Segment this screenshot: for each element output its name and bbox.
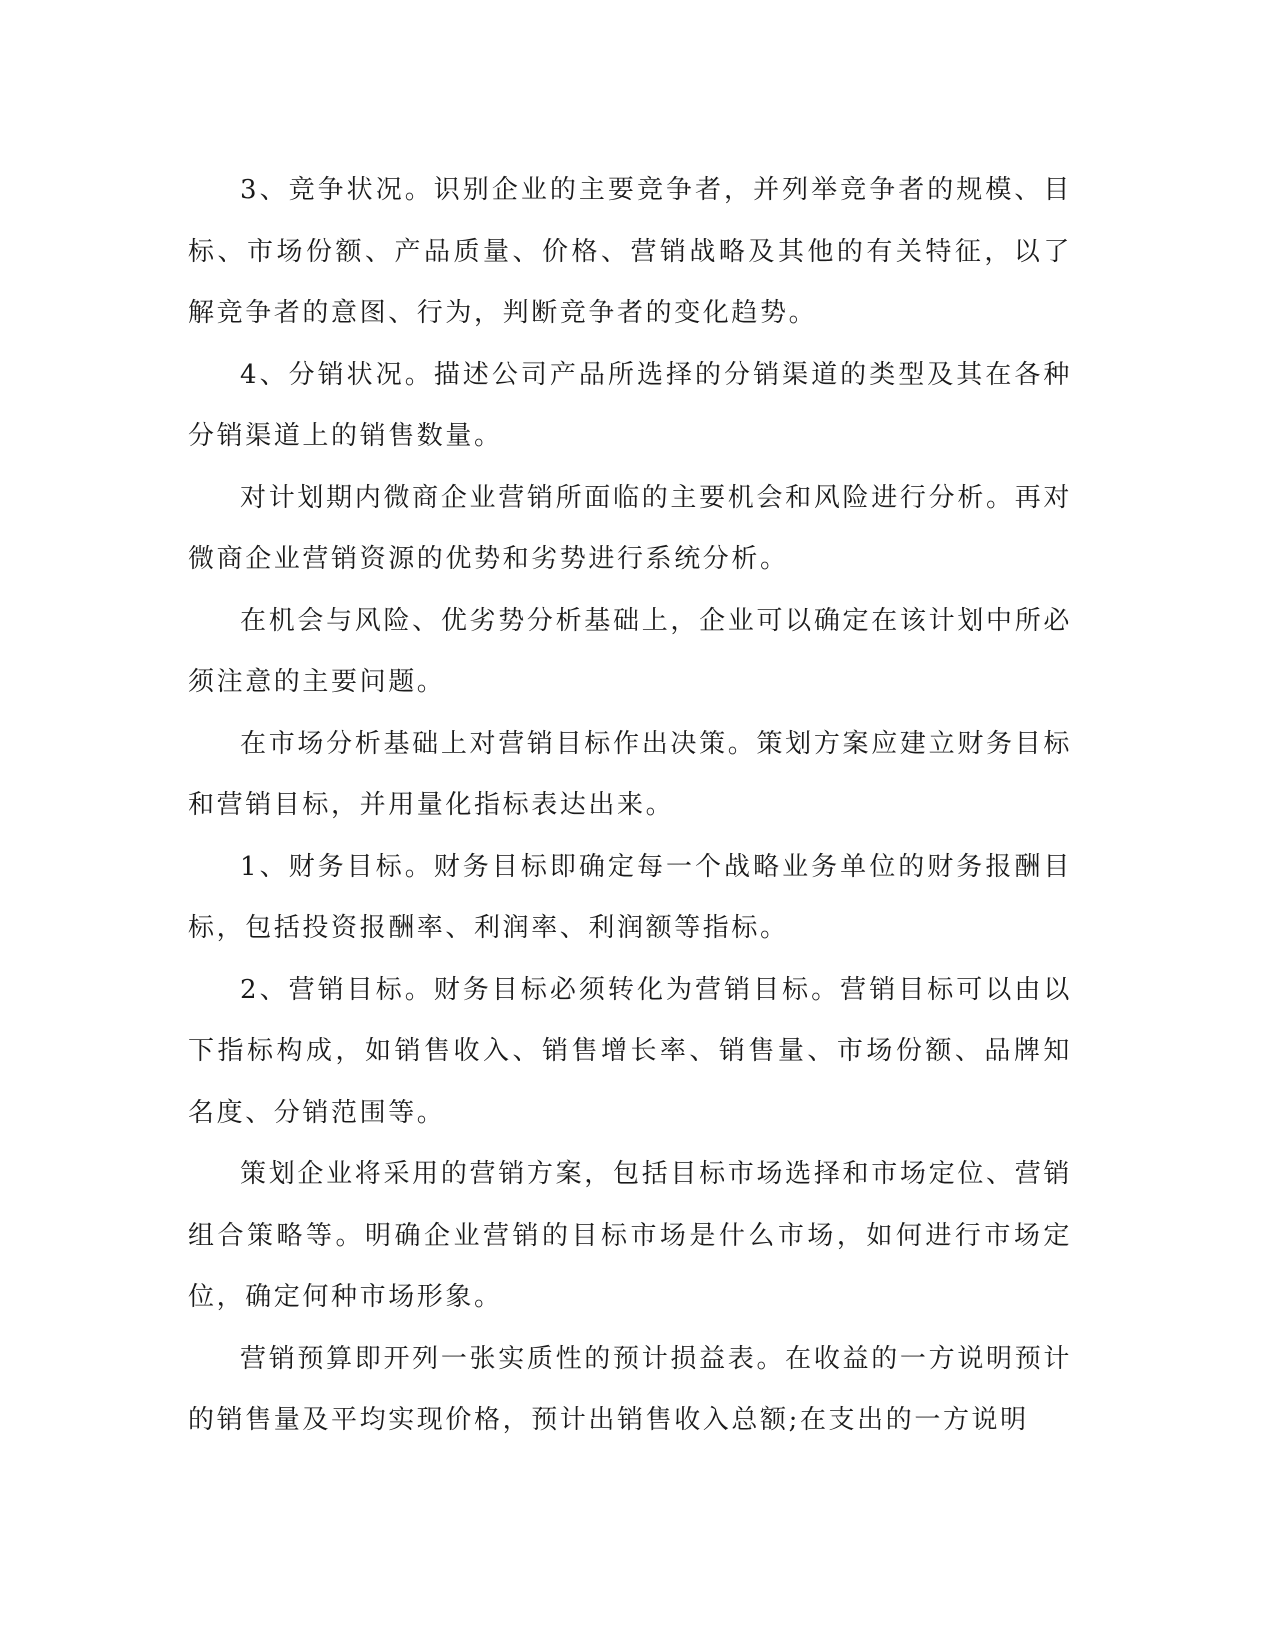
document-body: [188, 160, 1072, 1452]
paragraph-marketing-plan: 策划企业将采用的营销方案，包括目标市场选择和市场定位、营销组合策略等。明确企业营销的目标市场是什么市场，如何进行市场定位，确定何种市场形象。: [188, 1159, 1072, 1312]
paragraph-opportunity-risk: 对计划期内微商企业营销所面临的主要机会和风险进行分析。再对微商企业营销资源的优势和劣势进行系统分析。: [188, 482, 1072, 574]
paragraph-marketing-goals: 在市场分析基础上对营销目标作出决策。策划方案应建立财务目标和营销目标，并用量化指标表达出来。: [188, 728, 1072, 820]
paragraph-sales-goals: 2、营销目标。财务目标必须转化为营销目标。营销目标可以由以下指标构成，如销售收入、销售增长率、销售量、市场份额、品牌知名度、分销范围等。: [188, 974, 1072, 1128]
paragraph-main-issues: 在机会与风险、优劣势分析基础上，企业可以确定在该计划中所必须注意的主要问题。: [188, 605, 1072, 697]
paragraph-distribution: 4、分销状况。描述公司产品所选择的分销渠道的类型及其在各种分销渠道上的销售数量。: [188, 359, 1072, 451]
paragraph-marketing-budget: 营销预算即开列一张实质性的预计损益表。在收益的一方说明预计的销售量及平均实现价格，预计出销售收入总额;在支出的一方说明: [188, 1343, 1072, 1435]
paragraph-competition: 3、竞争状况。识别企业的主要竞争者，并列举竞争者的规模、目标、市场份额、产品质量、价格、营销战略及其他的有关特征，以了解竞争者的意图、行为，判断竞争者的变化趋势。: [188, 175, 1072, 328]
paragraph-financial-goals: 1、财务目标。财务目标即确定每一个战略业务单位的财务报酬目标，包括投资报酬率、利润率、利润额等指标。: [188, 851, 1072, 943]
